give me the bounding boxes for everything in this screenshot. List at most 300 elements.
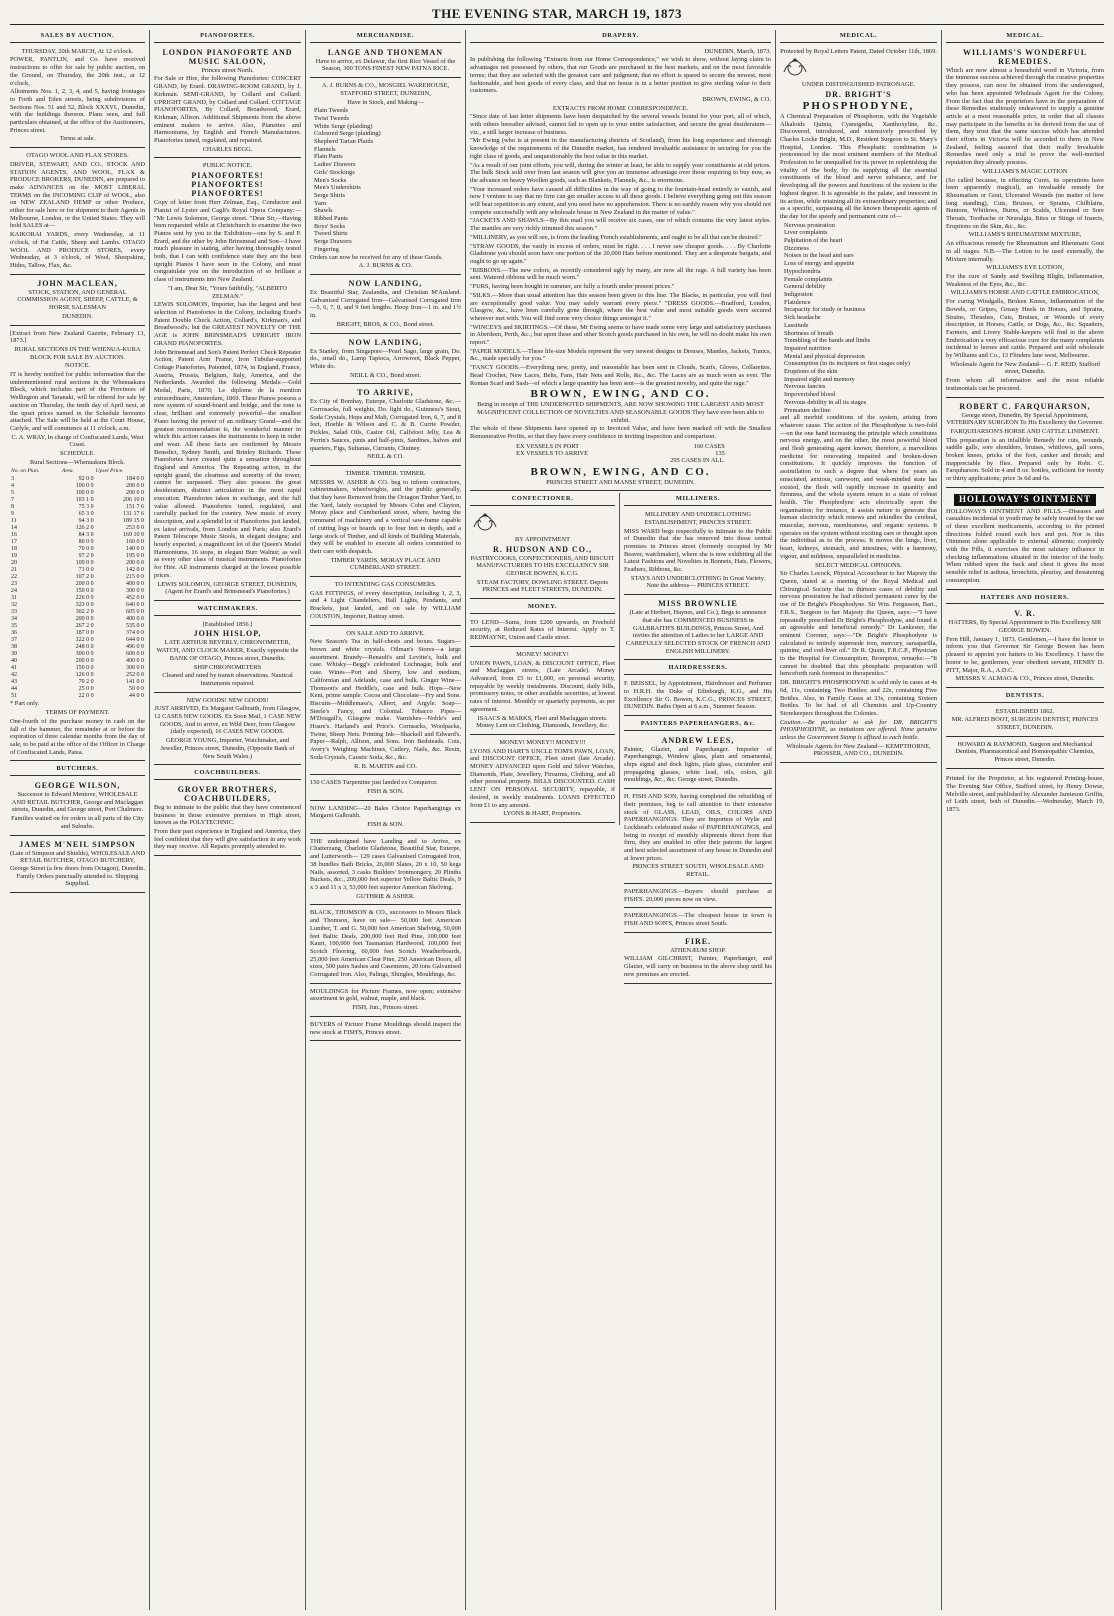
liniment-body: This preparation is an infallible Remedy for cuts, wounds, saddle galls, sore shoulders, bruises, whitlows, gall sores, broken knees, pricks of the foot, canker and thrush; and inappreciable by flies. Prepared only by Robt. C. Farquharson. Sold in 4 and 8 oz. bottles, sufficient for twenty or thirty applications; price 3s 6d and 6s. [946,436,1104,483]
schedule-cell: 107 2 0 [75,574,94,581]
schedule-cell: 35 [11,623,17,630]
cases-cell: EX VESSELS IN PORT [516,442,580,450]
ailment-item: Nervous debility in all its stages [784,398,867,406]
schedule-footnote: * Part only. [10,700,40,708]
auction-ad [10,46,145,148]
solomon-head: LEWIS SOLOMON, Importer, has the largest and best selection of Pianofortes in the Colony, including Erard's Patent Double Check Action, Collard's, Kirkman's, and Broadwood's; but the GREATEST NOVELTY OF THE AGE is JOHN BRINSMEAD'S UPRIGHT IRON GRAND PIANOFORTES. [154,301,301,347]
sale-date: THURSDAY, 20th MARCH, At 12 o'clock. [21,47,134,55]
schedule-cell: 44 [11,686,17,693]
schedule-cell: 84 3 0 [78,532,94,539]
section-heading-coachbuilders: COACHBUILDERS. [154,767,301,780]
columns [6,30,1108,1610]
horse-body: For curing Windgalls, Broken Knees, Inflammation of the Bowels, or Gripes, Greasy Heels in Horses, and Sprains, Strains, Thrushes, Cuts, Bruises, or Wounds of every description, in Horses, Cattle, or Dogs, &c., &c. Squatters, Farmers, and Livery Stable-keepers will find in the above Embrocation a very efficacious cure for the many complaints incidental to horses and cattle. Prepared and sold wholesale by Williams and Co., 13 Flinders lane west, Melbourne. [946,298,1104,360]
schedule-cell: 646 0 0 [126,602,144,609]
schedule-row [10,511,145,518]
column-3 [306,30,466,1610]
schedule-cell: 16 [11,532,17,539]
section-heading-painters: PAINTERS PAPERHANGERS, &c. [624,718,772,731]
schedule-cell: 44 0 0 [129,693,144,700]
hudson-name: R. HUDSON AND CO., [493,544,592,554]
schedule-row [10,616,145,623]
lange-body: Have to arrive, ex Delawur, the first Rice Vessel of the Season, 300 TONS FINEST NEW PATNA RICE. [315,57,456,73]
schedule-cell: 452 0 0 [126,595,144,602]
list-item: Flannels [314,145,336,153]
paper-ad-1 [624,886,772,908]
lees-body: Painter, Glazier, and Paperhanger. Importer of Paperhangings, Window glass, plain and ornamental, ships signal and dock lights, plate glass, cucumber and propagating glasses, white lead, oils, colors, gilt mouldings, &c., &c. George street, Dunedin. [624,745,772,784]
caution-text: Caution.—Be particular to ask for DR. BRIGHT'S PHOSPHODYNE, as imitations are offered. None genuine unless the Government Stamp is affixed to each bottle. [780,718,937,742]
schedule-cell: 92 0 0 [78,476,94,483]
section-heading-watchmakers: WATCHMAKERS. [154,603,301,616]
schedule-row [10,623,145,630]
wilson-ad [10,779,145,836]
piano-body: For Sale or Hire, the following Pianofortes: CONCERT GRAND, by Erard. DRAWING-ROOM GRAND, by J. Kirkman. SEMI-GRAND, by Collard and Collard. UPRIGHT GRAND, by Collard and Collard. COTTAGE PIANOFORTES, By Collard, Broadwood, Erard, Kirkman, Allison. Additional Shipments from the above eminent makers to arrive. Also, Pianettes and Harmoniums, by English and French Manufacturers. Pianofortes tuned, regulated, and repaired. [154,75,301,145]
ailment-item: Trembling of the hands and limbs [784,337,871,345]
public-notice: PUBLIC NOTICE. [202,162,253,170]
schedule-row [10,609,145,616]
schedule-cell: 19 [11,553,17,560]
schedule-heading: SCHEDULE. [60,450,95,458]
schedule-cell: 140 0 0 [126,546,144,553]
ward-stays: STAYS AND UNDERCLOTHING In Great Variety. Note the address— PRINCES STREET. [630,574,766,590]
wilson-note: Families waited on for orders in all parts of the City and Suburbs. [11,815,144,830]
ailment-item: Nervous prostration [784,221,835,229]
black-thomson-ad [310,907,461,983]
asher-body: MESSRS W. ASHER & CO. beg to inform contractors, cabinetmakers, wheelwrights, and the public generally, that they have Removed from the Octagon Timber Yard, to the Yard, lately occupied by Messrs Cohn and Clayton, Moray place and Cumberland street, where, having the command of machinery and a vertical saw-frame capable of cutting logs or boards up to four feet in depth, and a large stock of Timber, and all kinds of Building Materials, they will be enabled to execute all orders committed to their care with despatch. [310,478,461,555]
magic-body: (So called because, in effecting Cures, its operations have been apparently magical), an invaluable remedy for Rheumatism or Gout, Ulcerated Wounds (no matter of how long standing), Cuts, Bruises, or Sprains, Chilblains, Bunions, Whitlows, Burns, or Scalds, Ulcerated or Sore Throats, Toothache or Neuralgia, Bites or Stings of Insects, Eruptions on the Skin, &c., &c. [946,176,1104,230]
cases-cell: 295 CASES IN ALL. [670,456,725,464]
schedule-cell: 94 3 0 [78,518,94,525]
schedule-cell: 187 0 0 [75,630,94,637]
extract-paragraph: "STRAW GOODS, the vastly in excess of orders, must be right. . . . I never saw cheaper goods. . . . By Charlotte Gladstone you should soon have one portion of the 20,000 Hats before mentioned. They are a desperate bargain, and ought to go up again." [470,242,771,265]
paper-body-1: PAPERHANGINGS.—Buyers should purchase at FISH'S. 20,000 pieces now on view. [624,887,772,903]
lyons-ad [470,737,615,823]
schedule-cell: 184 0 0 [126,476,144,483]
section-heading-hatters: HATTERS AND HOSIERS. [946,592,1104,605]
mouldings-ad [310,986,461,1017]
schedule-cell: 32 [11,602,17,609]
established: ESTABLISHED 1862. [995,707,1055,715]
schedule-cell: 40 [11,658,17,665]
schedule-cell: 300 0 0 [126,588,144,595]
ship-chronometers-desc: Cleaned and rated by transit observations. Nautical Instruments repaired. [162,672,293,687]
cases-rows [515,443,726,464]
farquharson-ad [946,400,1104,488]
section-heading: SALES BY AUCTION. [10,30,145,43]
extracts-heading: EXTRACTS FROM HOME CORRESPONDENCE. [552,104,689,112]
ailment-item: Impaired nutrition [784,344,831,352]
cases-row [515,450,726,457]
patronage: UNDER DISTINGUISHED PATRONAGE. [801,81,916,89]
schedule-cell: 151 7 6 [126,504,144,511]
column-4-left [470,493,620,825]
lees-name: ANDREW LEES, [661,735,735,745]
section-heading-milliners: MILLINERS. [624,493,772,506]
paperhanging-signature: FISH & SON. [367,821,404,829]
zelman-signature: "I am, Dear Sir, "Yours faithfully, "ALBERTO ZELMAN." [167,284,288,300]
mouldings-signature: FISH, Jun., Princes street. [352,1004,419,1012]
schedule-cell: 70 2 0 [78,679,94,686]
schedule-cell: 100 0 0 [75,483,94,490]
schedule-row [10,553,145,560]
ailment-item: Consumption (in its incipient or first stages only) [784,360,910,368]
fire-heading: FIRE. [684,936,712,946]
burns-orders: Orders can now be received for any of these Goods. [310,253,443,261]
schedule-row [10,483,145,490]
young-ad [154,695,301,766]
cases-row [515,457,726,464]
schedule-rows [10,476,145,700]
price-text: DR. BRIGHT'S PHOSPHODYNE is sold only in cases at 4s 6d, 11s, containing Two Bottles; and 22s, containing Five Bottles. Also, in Family Cases at 33s, containing Sixteen Bottles. To be had of all Chemists and Up-Country Storekeepers throughout the Colonies. [780,679,937,717]
schedule-cell: 323 0 0 [75,602,94,609]
ailment-item: Lassitude [784,321,809,329]
column-5 [776,30,942,1610]
martin-ad [310,628,461,776]
list-item: Shawls [314,207,333,215]
schedule-cell: 80 0 0 [78,539,94,546]
money-banner: MONEY! MONEY! [516,650,569,658]
money-banner-2: MONEY! MONEY!! MONEY!!! [499,738,586,746]
ailment-item: Eruptions of the skin [784,368,838,376]
schedule-row [10,665,145,672]
paper-ad-2 [624,910,772,932]
schedule-cell: 400 0 0 [126,581,144,588]
schedule-cell: 400 0 0 [126,658,144,665]
schedule-row [10,686,145,693]
schedule-cell: 65 3 0 [78,511,94,518]
section-heading-dentists: DENTISTS. [946,690,1104,703]
mouldings-body: MOULDINGS for Picture Frames, now open; extensive assortment in gold, walnut, maple, and black. [310,987,461,1003]
hislop-established: [Established 1856.] [202,620,253,628]
column-4-right [624,493,772,985]
cases-row [515,443,726,450]
schedule-cell: 400 0 0 [126,616,144,623]
boot-body: MR. ALFRED BOOT, SURGEON DENTIST, PRINCES STREET, DUNEDIN. [951,716,1099,732]
ailment-item: Nervous fancies [784,383,826,391]
lyons-signature: LYONS & HART, Proprietors. [503,810,582,818]
wilson-desc: Successor to Edward Mentove, WHOLESALE AND RETAIL BUTCHER, George and Maclaggan streets, Dunedin, and George street, Port Chalmers. [11,791,144,814]
pianofortes-banner: PIANOFORTES! PIANOFORTES! PIANOFORTES! [191,171,264,199]
redmayne-ad [470,617,615,647]
young-signature: GEORGE YOUNG, Importer, Watchmaker, and Jeweller, Princes street, Dunedin, (Opposite Bank of New South Wales.) [160,737,295,760]
ailment-item: Shortness of breath [784,329,834,337]
column-1 [6,30,150,1610]
schedule-cell: 22 [11,574,17,581]
schedule-cell: 37 [11,637,17,644]
ailment-item: Noises in the head and ears [784,252,854,260]
grover-body: From their past experience in England and America, they feel confident that they will give satisfaction in any work they may receive. All Repairs promptly attended to. [154,828,301,851]
raymond-body: HOWARD & RAYMOND, Surgeon and Mechanical Dentists, Pharmaceutical and Homœopathic Chemists, Princes street, Dunedin. [955,740,1095,764]
schedule-row [10,490,145,497]
grover-intro: Beg to intimate to the public that they have commenced business in those extensive premises in High street, known as the POLYTECHNIC. [154,803,301,827]
ailments-list [780,222,937,415]
hislop-ad [154,619,301,693]
lange-ad [310,46,461,78]
schedule-cell: 24 [11,588,17,595]
brown-ewing-ad [470,46,771,492]
schedule-cell: 100 0 0 [75,490,94,497]
schedule-cell: 5 [11,490,14,497]
schedule-cell: 43 [11,679,17,686]
schedule-subheading: Rural Sections—Whenuakura Block. [30,458,125,466]
phosphodyne-body: A Chemical Preparation of Phosphorus, with the Vegetable Alkaloids Quinia, Cyanogedia, Xanthoxyline, &c. Discovered, introduced, and extensively prescribed by Charles Locke Bright, M.D., Resident Surgeon to St. Mary's Hospital, London. This Phosphatic combination is pronounced by the most eminent members of the Medical Profession to be unequalled for its power in replenishing the vitality of the body, by its supplying all the essential constituents of the blood and nerve substance, and for developing all the powers and functions of the system to the highest degree. It is agreeable to the palate, and innocent in its action, while retaining all its extraordinary properties; and as a specific, surpassing all the known therapeutic agents of the day for the speedy and permanent cure of— [780,112,937,220]
schedule-col-price: Upset Price. [95,468,124,475]
sale-body: New Season's Tea in half-chests and boxes. Sugars—brown and white crystals. Oilman's Stores—a large assortment. Brandy—Renault's and Levitte's, bulk and case. Whisky—Begg's celebrated Lochnagar, bulk and case. Wines—Port and Sherry, low and medium, Californian and Adelaide, case and bulk. Ginger Wine—Thomson's and Heddle's, case and bulk. Hops—New Kent, prime sample. Cocoa and Chocolate—Fry and Sons. Biscuits—Middlemass's, Albert, and Argyle. Soap—Steele's Fancy, and Colonial. Tobacco Pipes—M'Dougall's, Glasgow make. Varnishes—Noble's and Hoare's. Harland's and Price's. Cornsacks, Woolpacks, Twine, Sheep Nets. Printing Ink—Shackell and Edward's. Paper—Ralph, Allison, and Sons. Iron Bedsteads. Cots, Avery's Weighing Machines, Cutlery, Nails, &c. Resin, Soda Crystals, Caustic Soda, &c., &c. [310,638,461,761]
schedule-cell: 142 0 0 [126,567,144,574]
schedule-cell: 300 0 0 [126,665,144,672]
ailment-item: Premature decline [784,406,831,414]
hudson-desc: PASTRYCOOKS, CONFECTIONERS, AND BISCUIT MANUFACTURERS TO HIS EXCELLENCY SIR GEORGE BOWEN, K.C.G. [470,554,615,577]
schedule-cell: 42 [11,672,17,679]
bec-showing: Being in receipt of THE UNDERNOTED SHIPMENTS, ARE NOW SHOWING THE LARGEST AND MOST MAGNIFICENT COLLECTION OF NOVELTIES AND SEASONABLE GOODS They have ever been able to exhibit. [477,401,764,424]
schedule-cell: 126 0 0 [75,672,94,679]
beissel-ad [624,678,772,716]
fish-address: PRINCES STREET SOUTH, WHOLESALE AND RETAIL. [632,863,764,879]
schedule-row [10,567,145,574]
schedule-row [10,602,145,609]
hislop-desc: LATE ARTHUR BEVERLY, CHRONOMETER, WATCH, AND CLOCK MAKER, Exactly opposite the BANK OF OTAGO, Princes street, Dunedin. [156,639,299,662]
piano-heading: LONDON PIANOFORTE AND MUSIC SALOON, [162,47,293,66]
schedule-cell: 51 [11,693,17,700]
section-heading-confectioner: CONFECTIONER. [470,493,615,506]
schedule-cell: 267 2 0 [75,623,94,630]
simpson-ad [10,838,145,894]
lees-ad [624,734,772,790]
schedule-row [10,693,145,700]
schedule-row [10,672,145,679]
asher-yards: TIMBER YARDS, MORAY PLACE AND CUMBERLAND STREET. [330,556,441,572]
neill-ad [310,336,461,385]
schedule-cell: 3 [11,476,14,483]
magic-heading: WILLIAMS'S MAGIC LOTION [982,167,1068,175]
wilson-name: GEORGE WILSON, [34,781,121,791]
bec-note: The whole of these Shipments have opened up to Invoiced Value, and have been marked off with the Smallest Remunerative Profits, so that they have every confidence in inviting inspection and comparison. [470,425,771,441]
landing2-body: Ex Stanley, from Singapore—Pearl Sago, large grain, Do. do., small do., Lamp Tapioca, Arrowroot, Black Pepper, White do. [310,347,461,370]
grover-ad [154,783,301,856]
list-item: Men's Undershirts [314,184,361,192]
schedule-cell: 22 0 0 [78,693,94,700]
schedule-cell: 34 [11,616,17,623]
ward-heading: MILLINERY AND UNDERCLOTHING ESTABLISHMENT, PRINCES STREET. [644,511,752,526]
extract-paragraph: "Your increased orders have caused all difficulties in the way of going to the fountain-head entirely to vanish, and now I venture to say that no firm can get smaller access to all these goods. I believe everything going out this season will bear repetition to any extent, and you need have no apprehension. There is no earthly reason why you should not compete successfully with any wholesale house in New Zealand in the matter of value." [470,185,771,216]
terms-heading: TERMS OF PAYMENT. [45,709,110,717]
ailment-item: Impoverished blood [784,391,836,399]
cases-cell: EX VESSELS TO ARRIVE [516,449,589,457]
timber-heading: TIMBER. TIMBER. TIMBER. [345,469,426,477]
schedule-cell: 39 [11,651,17,658]
beissel-body: F. BEISSEL, by Appointment, Hairdresser and Perfumer to H.R.H. the Duke of Edinburgh, K.G., and His Excellency Sir G. Bowen, K.C.G., PRINCES STREET, DUNEDIN. Baths Open at 6 a.m., Summer Season. [624,680,772,711]
hudson-ad [470,509,615,599]
brownlie-name: MISS BROWNLIE [658,599,738,609]
maclean-name: JOHN MACLEAN, [37,278,118,288]
schedule-cell: 126 2 0 [75,525,94,532]
schedule-row [10,560,145,567]
ailment-item: Female complaints [784,275,833,283]
bec-banner: BROWN, EWING, AND CO. [530,388,711,401]
eye-heading: WILLIAMS'S EYE LOTION, [986,264,1064,272]
schedule-cell: 8 [11,504,14,511]
buyers-ad [310,1019,461,1041]
terms-body: One-fourth of the purchase money in cash on the fall of the hammer, the remainder at or before the expiration of three calendar months from the day of sale, to be paid at the office of the Officer in Charge of Confiscated Lands, Patea. [10,717,145,756]
turpentine-body: 150 CASES Turpentine just landed ex Conqueror. [310,779,438,787]
brownlie-body: (Late at Herbert, Haynes, and Co.), Begs to announce that she has COMMENCED BUSINESS in GALBRAITH'S BUILDINGS, Princes Street, And invites the attention of Ladies to her LARGE AND CAREFULLY SELECTED STOCK OF FRENCH AND ENGLISH MILLINERY. [625,609,771,655]
vr-mark: V. R. [1014,609,1036,619]
solomon-body: John Brinsmead and Son's Patent Perfect Check Repeater Action, Patent Arm Frame, Iron Tubular-supported Cottage Pianofortes, Patented, 1874, in England, France, Austria, Prussia, Belgium, Italy, America, and the Netherlands. Awarded the following Medals:—Gold Medal, Paris, 1870; Le diplome de la mention extraordinaire, Amsterdam, 1869. These Pianos possess a new system of sound-board and bridge, and the tone is clear, brilliant and extremely powerful—the smallest Piano having the power of an ordinary Grand—and the greatest recommendation is, the wonderful manner in which this action causes the instruments to keep in order and wear. All these facts are confirmed by Messrs Benedict, Sydney Smith, and Brinley Richards. These Pianofortes have created quite a sensation throughout England and America. The Repeating action, in the upright grand, the clearness and sonority of the tower, cannot be surpassed. They also possess the great desideratum, distinct articulation in the most rapid execution. Pianofortes taken in exchange, and the full value allowed. Pianofortes tuned, regulated, and carefully packed for the country. New music of every description, and a splendid lot of Pianofortes just landed, ex latest arrivals, from London and Paris; also Erard's Patent Telescope Music Stools, in elegant designs; and hourly expected, a magnificent lot of the Queen's Model Harmoniums, 16 stops, in elegant Burr Walnut; as well as every other class of musical instruments. Pianofortes for Hire. All instruments charged at the lowest possible prices. [154,348,301,579]
schedule-cell: 150 0 0 [75,665,94,672]
extract-paragraph: "SILKS.—More than usual attention has this season been given to this line. The Blacks, in particular, you will find are exceptionally good value. You may safely warrant every piece." "DRESS GOODS.—Bradford, London, Glasgow, &c., have been carefully gone through, where the best value and most suitable goods were secured wherever met with. You will find some very choice things amongst it." [470,291,771,322]
schedule-cell: 70 0 0 [78,546,94,553]
sale-signature: R. B. MARTIN and CO. [354,762,417,770]
driver-text-2: KAIKORAI YARDS, every Wednesday, at 11 o'clock, of Fat Cattle, Sheep and Lambs. OTAGO WOOL AND PRODUCE STORES, every Wednesday, at 3 o'clock, of Wool, Sheepskins, Hides, Tallow, Flax, &c. [10,231,145,269]
begg-signature: CHARLES BEGG. [202,145,253,153]
landing2-signature: NEILL & CO., Bond street. [350,371,421,379]
eye-body: For the cure of Sandy and Swelling Blight, Inflammation, Weakness of the Eyes, &c., &c. [946,272,1104,288]
schedule-cell: 605 0 0 [126,609,144,616]
zelman-letter: Copy of letter from Herr Zelman, Esq., Conductor and Pianist of Lyster and Cagli's Royal Opera Company:— "Mr Lewis Solomon, George street. "Dear Sir,—Having been requested while at Christchurch to examine the two Pianos sent by you to the Exhibition—one by S. and P. Erard, and the other by John Brinsmead and Son—I have much pleasure in stating, after having thoroughly tested both, that I can with confidence state they are the best upright Pianos I have seen in the Colony, and must congratulate you on the introduction of so brilliant a class of instruments into New Zealand. [154,199,301,284]
schedule-cell: 200 0 0 [75,581,94,588]
bright-bros-ad [310,277,461,334]
gas-body: GAS FITTINGS, of every description, including 1, 2, 3, and 4 Light Chandeliers, Hall Lights, Pendants, and Brackets, just landed, and on sale by WILLIAM COUSTON, Importer, Rattray street. [310,589,461,620]
ailment-item: Dizziness [784,244,809,252]
schedule-cell: 71 0 0 [78,567,94,574]
schedule-cell: 200 0 0 [75,658,94,665]
column-6 [942,30,1108,1610]
list-item: Tweed Shirts [314,230,348,238]
schedule-cell: 248 0 0 [75,644,94,651]
list-item: Yarn [314,199,327,207]
horse-heading: WILLIAMS'S HORSE AND CATTLE EMBROCATION, [950,289,1100,297]
extract-paragraph: "FURS, having been bought in summer, are fully a fourth under present prices." [470,283,675,291]
schedule-cell: 302 2 0 [75,609,94,616]
lyons-body: LYONS AND HART'S UNCLE TOM'S PAWN, LOAN, and DISCOUNT OFFICE, Fleet street (late Arcade). MONEY ADVANCED upon Gold and Silver Watches, Diamonds, Plate, Jewellery, Firearms, Clothing, and all other personal property. BILLS DISCOUNTED. CASH LENT ON PERSONAL SECURITY, repayable, if desired, in weekly instalments. LOANS EFFECTED from £1 to any amount. [470,747,615,809]
schedule-row [10,588,145,595]
raymond-ad [946,739,1104,769]
schedule-cell: 253 0 0 [126,525,144,532]
schedule-cell: 200 0 0 [75,616,94,623]
drapery-date: DUNEDIN, March, 1873. [704,47,771,55]
section-heading: DRAPERY. [470,30,771,43]
schedule-cell: 7 [11,497,14,504]
schedule-row [10,476,145,483]
guthrie-ad [310,836,461,906]
schedule-cell: 300 0 0 [75,651,94,658]
ailment-item: Mental and physical depression [784,352,865,360]
landing-body: Ex Beautiful Star, Zealandia, and Christian M'Ausland. Galvanised Corrugated Iron—Galvanised Corrugated Iron—5, 6, 7, 8, and 9 feet lengths. Hoop Iron—1 in. and 1½ in. [310,288,461,320]
schedule-cell: 18 [11,546,17,553]
extracts-list [470,113,771,387]
column-2 [150,30,306,1610]
burns-goods-list [310,107,461,253]
section-heading-hairdressers: HAIRDRESSERS. [624,662,772,675]
section-heading-money: MONEY. [470,601,615,614]
masthead-rule [10,24,1104,25]
athenaeum-heading: ATHENÆUM SHOP. [670,946,726,954]
schedule-cell: 131 17 6 [123,511,144,518]
ailment-item: Impaired sight and memory [784,375,855,383]
bec-banner-2: BROWN, EWING, AND CO. [530,465,711,478]
neill-arrive-ad [310,386,461,466]
lange-name: LANGE AND THONEMAN [327,47,444,57]
sale-heading: ON SALE AND TO ARRIVE. [346,629,425,637]
brownlie-ad [624,597,772,660]
schedule-cell: 215 0 0 [126,574,144,581]
schedule-row [10,651,145,658]
schedule-cell: 21 [11,567,17,574]
reid-agent: Wholesale Agent for New Zealand— G. F. REID, Stafford street, Dunedin. [950,360,1100,376]
maclean-desc: STOCK, STATION, AND GENERAL COMMISSION AGENT, SHEEP, CATTLE, & HORSE SALESMAN [17,288,138,312]
guthrie-signature: GUTHRIE & ASHER. [356,892,415,900]
schedule-cell: 9 [11,511,14,518]
notice-body: IT is hereby notified for public information that the undermentioned rural sections in the Whenuakura Block, which includes part of the Provinces of Wellington and Taranaki, will be offered for sale by auction on Thursday, the tenth day of April next, at the upset prices named in the Schedule hereunto attached. The Sale will be held at the Court House, Carlyle, and will commence at 11 o'clock, a.m. [10,371,145,432]
schedule-cell: 100 0 0 [75,560,94,567]
list-item: Ladies' Drawers [314,161,356,169]
fish-body: H. FISH AND SON, having completed the rebuilding of their premises, beg to call attention to their extensive stock of GLASS, LEAD, OILS, COLORS AND PAPERHANGINGS. They are Importers of Wylie and Lockhead's celebrated make of PAPERHANGINGS, and being in receipt of monthly shipments direct from that firm, they are enabled to offer their patrons the largest and best selected assortment of any house in Dunedin and at lower prices. [624,793,772,862]
list-item: Plain Pants [314,153,343,161]
schedule-row [10,574,145,581]
schedule-cell: 75 3 0 [78,504,94,511]
holloway-body: HOLLOWAY'S OINTMENT AND PILLS.—Diseases and casualties incidental to youth may be safely treated by the use of these excellent medicaments, according to the printed directions folded round each box and pot. Nor is this Ointment alone applicable to external ailments; conjointly with the Pills, it exercises the most salutary influence in checking inflammations situated in the interior of the body. When rubbed upon the back and chest it gives the most sensible relief in asthma, bronchitis, pleurisy, and threatening consumption. [946,507,1104,584]
list-item: Serge Drawers [314,238,352,246]
schedule-cell: 4 [11,483,14,490]
drapery-intro: In publishing the following "Extracts from our Home Correspondence," we wish to show, without laying claim to advantages not possessed by others, that our Goods are purchased in the best markets, and on the most favorable terms; that they are selected with the greatest care and judgment; that no effort is spared to secure the newest, most fashionable, and best goods of every class, and that no house is in a better position to give sterling value to their customers. [470,56,771,95]
schedule-cell: 150 0 0 [75,588,94,595]
schedule-row [10,546,145,553]
turpentine-ad [310,777,461,800]
royal-crest-icon [780,58,810,76]
royal-crest-icon [470,513,500,531]
cases-cell: 135 [715,449,725,457]
paperhanging-ad [310,803,461,834]
williams-title: WILLIAMS'S WONDERFUL REMEDIES. [962,47,1088,66]
burns-intro: Have in Stock, and Making— [347,98,424,106]
simpson-name: JAMES M'NEIL SIMPSON [19,839,136,849]
schedule-row [10,518,145,525]
list-item: Men's Socks [314,176,347,184]
arrive-heading: TO ARRIVE, [357,388,414,398]
imprint: Printed for the Proprietor, at his registered Printing-house, The Evening Star Office, Stafford street, by Henry Dowse, Melville street, and published by Alexander Jamieson Griffin, of Leith street, both of Dunedin.—Wednesday, March 19, 1873. [946,775,1105,814]
new-goods-banner: NEW GOODS! NEW GOODS! [186,696,269,704]
ward-ad [624,509,772,595]
farquharson-desc: George street, Dunedin, By Special Appointment, VETERINARY SURGEON To His Excellency the Governor. [946,411,1104,427]
schedule-cell: 14 [11,525,17,532]
ailment-item: Hypochondria [784,267,821,275]
patent-notice: Protected by Royal Letters Patent, Dated October 11th, 1869. [780,47,937,55]
schedule-cell: 41 [11,665,17,672]
dr-bright: DR. BRIGHT'S [825,89,892,99]
asher-ad [310,468,461,577]
hislop-name: JOHN HISLOP, [193,629,262,639]
extract-paragraph: "Since date of last letter shipments have been despatched by the several vessels bound for your port, all of which, with others hereafter advised, cannot fail to open up to your entire satisfaction, and secure the great desideratum—viz., a still larger increase of business. [470,113,771,136]
ailment-item: Flatulence [784,298,811,306]
schedule-cell: 103 1 0 [75,497,94,504]
list-item: Serge Shirts [314,191,345,199]
liniment-heading: FARQUHARSON'S HORSE AND CATTLE LINIMENT. [950,427,1100,435]
otago-heading: OTAGO WOOL AND FLAX STORES. [26,152,129,160]
masthead: THE EVENING STAR, MARCH 19, 1873 [431,6,683,21]
just-arrived: JUST ARRIVED, Ex Margaret Galbraith, from Glasgow, 12 CASES NEW GOODS. Ex Soon Mail, 1 CASE NEW GOODS, And to arrive, ex Wild Deer, from Glasgow (daily expected), 16 CASES NEW GOODS. [154,705,301,736]
paper-body-2: PAPERHANGINGS.—The cheapest house in town is FISH AND SON'S, Princes street South. [624,912,772,927]
notice-heading: NOTICE. [64,362,91,370]
solomon-signature: LEWIS SOLOMON, GEORGE STREET, DUNEDIN, (Agent for Erard's and Brinsmead's Pianofortes.) [157,580,298,596]
extract-paragraph: "FANCY GOODS.—Everything new, pretty, and reasonable has been sent in Clouds, Scarfs, Gloves, Collarettes, Bead Crochet, New Laces, Belts, Fans, Hair Nets and Rolls, &c., &c. The Laces are as much worn as ever. The Roman Scarf and Sash—of which a large quantity has been sent—is the greatest novelty, and quite the rage." [470,364,771,387]
schedule-row [10,532,145,539]
schedule-cell: 496 0 0 [126,644,144,651]
sale-head: POWER, PANTLIN, and Co. have received instructions to offer for sale by public auction, on the Ground, on Thursday, the 20th inst., at 12 o'clock, [10,56,145,87]
turpentine-signature: FISH & SON. [367,787,404,795]
ailment-item: General debility [784,283,826,291]
list-item: Ribbed Pants [314,215,348,223]
extract-paragraph: "RIBBONS.—The new colors, as recently considered ugly by many, are now all the rage. A full variety has been sent. Watered ribbons will be much worn." [470,266,771,282]
list-item: White Serge (plaiding) [314,122,373,130]
